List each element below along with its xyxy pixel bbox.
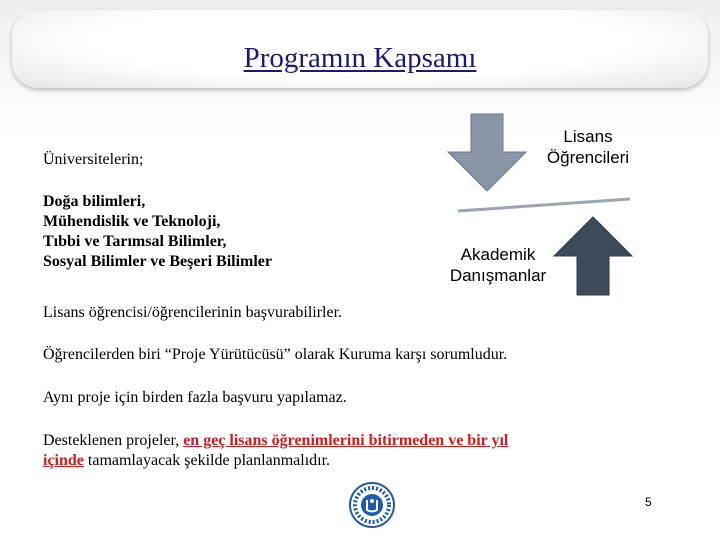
completion-requirement-text bbox=[43, 431, 603, 471]
eligibility-text: Lisans öğrencisi/öğrencilerinin başvurabilirler. bbox=[43, 304, 343, 321]
page-number: 5 bbox=[645, 495, 652, 509]
academic-advisors-label bbox=[436, 244, 560, 286]
field-item-1: Doğa bilimleri, bbox=[43, 193, 146, 210]
undergraduate-students-label bbox=[530, 126, 646, 168]
intro-text: Üniversitelerin; bbox=[43, 151, 144, 168]
bottom-label-line1: Akademik bbox=[460, 245, 536, 264]
single-application-text: Aynı proje için birden fazla başvuru yapılamaz. bbox=[43, 389, 347, 406]
slide-title: Programın Kapsamı bbox=[243, 42, 477, 74]
completion-emphasis: en geç lisans öğrenimlerini bitirmeden ve bir yıl bbox=[183, 432, 509, 449]
bottom-label-line2: Danışmanlar bbox=[449, 266, 547, 285]
down-arrow-icon bbox=[446, 114, 528, 192]
top-label-line1: Lisans bbox=[563, 127, 613, 146]
up-arrow-icon bbox=[552, 216, 634, 296]
field-item-3: Tıbbi ve Tarımsal Bilimler, bbox=[43, 233, 227, 250]
field-item-2: Mühendislik ve Teknoloji, bbox=[43, 213, 221, 230]
project-lead-text: Öğrencilerden biri “Proje Yürütücüsü” olarak Kuruma karşı sorumludur. bbox=[43, 346, 508, 363]
completion-text-start: Desteklenen projeler, bbox=[43, 432, 184, 449]
completion-emphasis-line2: içinde bbox=[43, 452, 84, 469]
completion-text-end: tamamlayacak şekilde planlanmalıdır. bbox=[83, 452, 331, 469]
top-label-line2: Öğrencileri bbox=[546, 148, 630, 167]
field-item-4: Sosyal Bilimler ve Beşeri Bilimler bbox=[43, 253, 272, 270]
university-logo-icon bbox=[349, 482, 395, 528]
seesaw-divider bbox=[458, 196, 633, 216]
